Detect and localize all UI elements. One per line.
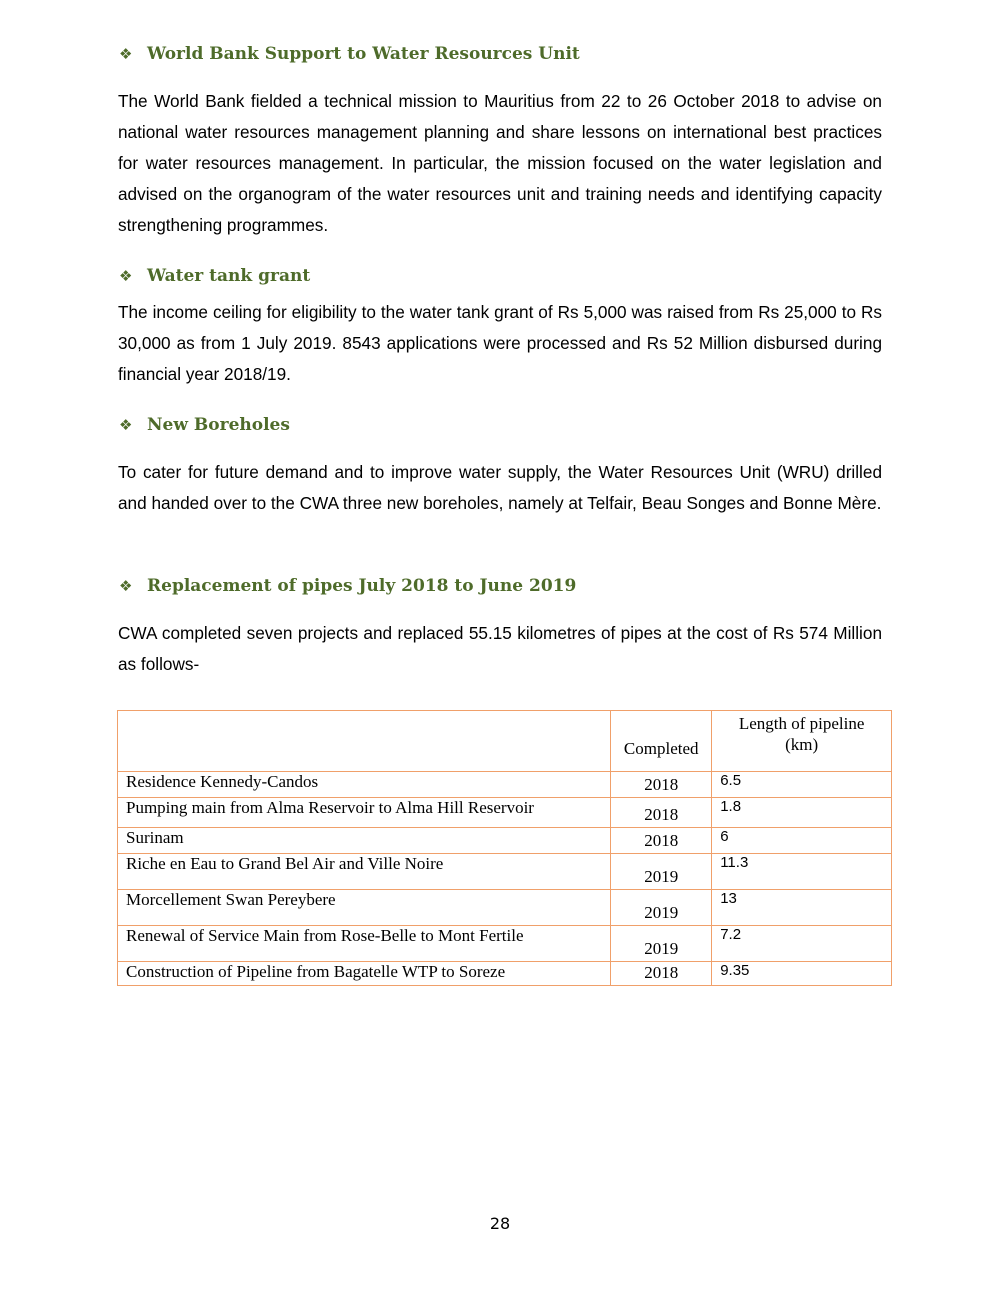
cell-completed: 2018	[611, 798, 712, 828]
cell-length: 13	[712, 890, 892, 926]
cell-length: 11.3	[712, 854, 892, 890]
header-completed: Completed	[611, 711, 712, 772]
cell-completed: 2019	[611, 854, 712, 890]
table-header-row	[118, 711, 892, 772]
diamond-bullet-icon: ❖	[119, 267, 133, 285]
heading-text: New Boreholes	[147, 415, 290, 435]
diamond-bullet-icon: ❖	[119, 577, 133, 595]
diamond-bullet-icon: ❖	[119, 45, 133, 63]
cell-completed: 2019	[611, 926, 712, 962]
cell-completed: 2018	[611, 772, 712, 798]
cell-project: Surinam	[118, 828, 611, 854]
header-length: Length of pipeline (km)	[712, 711, 892, 772]
cell-completed: 2019	[611, 890, 712, 926]
cell-length: 6	[712, 828, 892, 854]
header-project	[118, 711, 611, 772]
heading-pipes	[119, 576, 576, 596]
table-row	[118, 926, 892, 962]
table-row	[118, 828, 892, 854]
cell-project: Riche en Eau to Grand Bel Air and Ville Noire	[118, 854, 611, 890]
paragraph-world-bank: The World Bank fielded a technical mission to Mauritius from 22 to 26 October 2018 to advise on national water resources management planning and share lessons on international best practices for water resources management. In particular, the mission focused on the water legislation and advised on the organogram of the water resources unit and training needs and identifying capacity strengthening programmes.	[118, 91, 882, 235]
cell-project: Renewal of Service Main from Rose-Belle to Mont Fertile	[118, 926, 611, 962]
pipe-replacement-table	[117, 710, 892, 986]
cell-project: Construction of Pipeline from Bagatelle WTP to Soreze	[118, 962, 611, 986]
heading-text: Replacement of pipes July 2018 to June 2019	[147, 576, 577, 596]
paragraph-boreholes: To cater for future demand and to improve water supply, the Water Resources Unit (WRU) drilled and handed over to the CWA three new boreholes, namely at Telfair, Beau Songes and Bonne Mère.	[118, 462, 882, 513]
table-row	[118, 854, 892, 890]
cell-length: 7.2	[712, 926, 892, 962]
page-number: 28	[489, 1214, 511, 1233]
cell-completed: 2018	[611, 962, 712, 986]
paragraph-pipes: CWA completed seven projects and replaced 55.15 kilometres of pipes at the cost of Rs 574 Million as follows-	[118, 623, 882, 674]
cell-project: Morcellement Swan Pereybere	[118, 890, 611, 926]
table-row	[118, 772, 892, 798]
cell-project: Pumping main from Alma Reservoir to Alma Hill Reservoir	[118, 798, 611, 828]
cell-length: 1.8	[712, 798, 892, 828]
cell-length: 9.35	[712, 962, 892, 986]
cell-length: 6.5	[712, 772, 892, 798]
table-row	[118, 890, 892, 926]
table-row	[118, 798, 892, 828]
paragraph-water-tank: The income ceiling for eligibility to the water tank grant of Rs 5,000 was raised from Rs 25,000 to Rs 30,000 as from 1 July 2019. 8543 applications were processed and Rs 52 Million disbursed during financial year 2018/19.	[118, 302, 882, 384]
table-row	[118, 962, 892, 986]
heading-world-bank	[119, 44, 580, 64]
heading-boreholes	[119, 415, 290, 435]
heading-text: Water tank grant	[147, 266, 311, 286]
heading-water-tank	[119, 266, 310, 286]
cell-project: Residence Kennedy-Candos	[118, 772, 611, 798]
diamond-bullet-icon: ❖	[119, 416, 133, 434]
cell-completed: 2018	[611, 828, 712, 854]
heading-text: World Bank Support to Water Resources Unit	[147, 44, 580, 64]
